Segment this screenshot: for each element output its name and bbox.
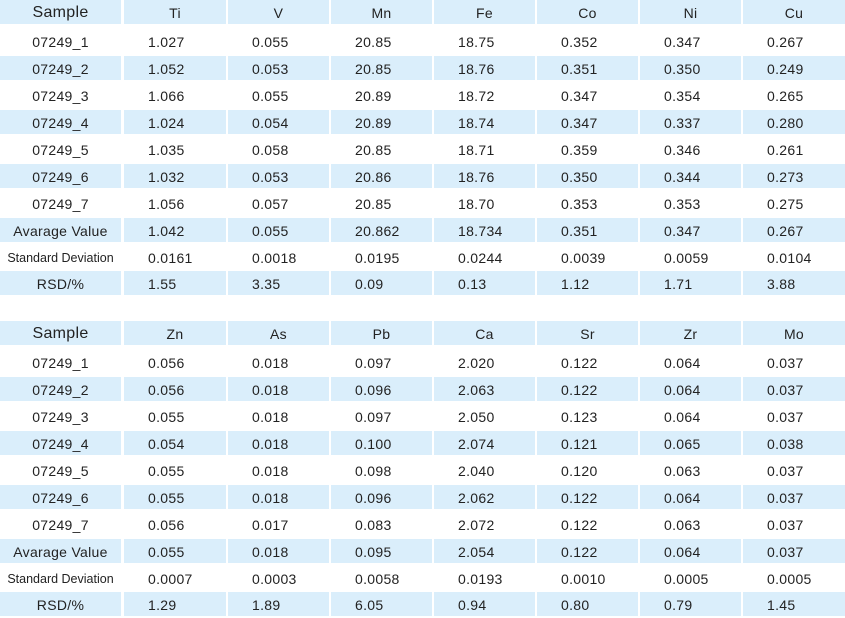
row-label: Standard Deviation <box>7 572 114 586</box>
value-cell: 0.100 <box>331 431 432 455</box>
table-row <box>0 539 845 563</box>
value-cell: 3.35 <box>228 271 329 295</box>
value-cell: 20.85 <box>331 56 432 80</box>
value-cell: 0.037 <box>743 539 845 563</box>
row-label: 07249_1 <box>32 34 89 50</box>
value-cell: 0.083 <box>355 517 392 533</box>
value-cell: 0.065 <box>640 431 741 455</box>
table-row <box>0 245 845 269</box>
row-label: 07249_7 <box>32 517 89 533</box>
column-header-ti: Ti <box>124 0 226 24</box>
column-header-sample: Sample <box>0 321 121 345</box>
value-cell: 0.0005 <box>664 571 709 587</box>
table-row <box>0 191 845 215</box>
value-cell: 0.122 <box>537 539 638 563</box>
row-label: RSD/% <box>0 271 121 295</box>
value-cell: 0.353 <box>561 196 598 212</box>
value-cell: 0.057 <box>252 196 289 212</box>
value-cell: 0.037 <box>743 485 845 509</box>
value-cell: 0.122 <box>561 517 598 533</box>
table-row <box>0 350 845 374</box>
value-cell: 0.346 <box>664 142 701 158</box>
value-cell: 20.86 <box>331 164 432 188</box>
value-cell: 0.064 <box>640 539 741 563</box>
value-cell: 1.066 <box>148 88 185 104</box>
value-cell: 0.350 <box>537 164 638 188</box>
value-cell: 0.0193 <box>458 571 503 587</box>
value-cell: 0.055 <box>124 485 226 509</box>
value-cell: 1.042 <box>124 218 226 242</box>
value-cell: 1.55 <box>124 271 226 295</box>
value-cell: 0.058 <box>252 142 289 158</box>
value-cell: 0.267 <box>767 34 804 50</box>
table-row <box>0 218 845 242</box>
table-row <box>0 164 845 188</box>
row-label: 07249_4 <box>0 110 121 134</box>
value-cell: 0.018 <box>252 355 289 371</box>
value-cell: 20.85 <box>355 142 392 158</box>
column-header-zn: Zn <box>124 321 226 345</box>
column-header-sample: Sample <box>0 0 121 24</box>
value-cell: 0.337 <box>640 110 741 134</box>
value-cell: 0.054 <box>124 431 226 455</box>
value-cell: 2.072 <box>458 517 495 533</box>
header-row <box>0 321 845 345</box>
value-cell: 1.12 <box>537 271 638 295</box>
value-cell: 0.056 <box>148 355 185 371</box>
column-header-sr: Sr <box>537 321 638 345</box>
row-label: 07249_6 <box>0 164 121 188</box>
column-header-co: Co <box>537 0 638 24</box>
value-cell: 2.063 <box>434 377 535 401</box>
value-cell: 0.94 <box>434 592 535 616</box>
value-cell: 0.038 <box>743 431 845 455</box>
value-cell: 1.052 <box>124 56 226 80</box>
value-cell: 0.095 <box>331 539 432 563</box>
value-cell: 0.018 <box>228 431 329 455</box>
value-cell: 1.89 <box>228 592 329 616</box>
value-cell: 0.0018 <box>252 250 297 266</box>
row-label: Standard Deviation <box>7 251 114 265</box>
value-cell: 0.249 <box>743 56 845 80</box>
row-label: 07249_5 <box>32 463 89 479</box>
table-row <box>0 431 845 455</box>
value-cell: 0.347 <box>640 218 741 242</box>
value-cell: 0.018 <box>228 539 329 563</box>
value-cell: 0.280 <box>743 110 845 134</box>
value-cell: 1.035 <box>148 142 185 158</box>
column-header-pb: Pb <box>331 321 432 345</box>
column-header-cu: Cu <box>743 0 845 24</box>
value-cell: 0.359 <box>561 142 598 158</box>
row-label: 07249_6 <box>0 485 121 509</box>
row-label: 07249_2 <box>0 56 121 80</box>
value-cell: 0.09 <box>331 271 432 295</box>
value-cell: 0.0005 <box>767 571 812 587</box>
row-label: 07249_3 <box>32 88 89 104</box>
value-cell: 0.344 <box>640 164 741 188</box>
value-cell: 0.064 <box>664 409 701 425</box>
value-cell: 0.018 <box>228 485 329 509</box>
value-cell: 0.0007 <box>148 571 193 587</box>
row-label: 07249_3 <box>32 409 89 425</box>
value-cell: 0.063 <box>664 517 701 533</box>
value-cell: 18.75 <box>458 34 495 50</box>
column-header-fe: Fe <box>434 0 535 24</box>
value-cell: 0.097 <box>355 355 392 371</box>
value-cell: 0.053 <box>228 56 329 80</box>
header-row <box>0 0 845 24</box>
value-cell: 0.056 <box>148 517 185 533</box>
column-header-ca: Ca <box>434 321 535 345</box>
table-row <box>0 29 845 53</box>
value-cell: 0.037 <box>767 463 804 479</box>
value-cell: 0.064 <box>640 377 741 401</box>
value-cell: 0.267 <box>743 218 845 242</box>
value-cell: 1.027 <box>148 34 185 50</box>
value-cell: 2.054 <box>434 539 535 563</box>
value-cell: 0.0195 <box>355 250 400 266</box>
table-row <box>0 137 845 161</box>
value-cell: 18.71 <box>458 142 495 158</box>
value-cell: 0.350 <box>640 56 741 80</box>
value-cell: 0.037 <box>767 409 804 425</box>
value-cell: 0.13 <box>434 271 535 295</box>
row-label: 07249_1 <box>32 355 89 371</box>
column-header-v: V <box>228 0 329 24</box>
value-cell: 0.79 <box>640 592 741 616</box>
value-cell: 0.054 <box>228 110 329 134</box>
value-cell: 0.0161 <box>148 250 193 266</box>
row-label: Avarage Value <box>0 539 121 563</box>
row-label: 07249_4 <box>0 431 121 455</box>
value-cell: 0.055 <box>252 34 289 50</box>
value-cell: 1.71 <box>640 271 741 295</box>
value-cell: 0.265 <box>767 88 804 104</box>
value-cell: 0.064 <box>640 485 741 509</box>
row-label: 07249_2 <box>0 377 121 401</box>
value-cell: 0.097 <box>355 409 392 425</box>
value-cell: 0.351 <box>537 56 638 80</box>
value-cell: 1.024 <box>124 110 226 134</box>
value-cell: 0.0039 <box>561 250 606 266</box>
value-cell: 0.275 <box>767 196 804 212</box>
value-cell: 0.261 <box>767 142 804 158</box>
value-cell: 0.056 <box>124 377 226 401</box>
value-cell: 0.273 <box>743 164 845 188</box>
value-cell: 0.098 <box>355 463 392 479</box>
value-cell: 0.120 <box>561 463 598 479</box>
value-cell: 0.351 <box>537 218 638 242</box>
row-label: 07249_5 <box>32 142 89 158</box>
value-cell: 0.017 <box>252 517 289 533</box>
value-cell: 0.055 <box>228 218 329 242</box>
column-header-mo: Mo <box>743 321 845 345</box>
row-label: 07249_7 <box>32 196 89 212</box>
value-cell: 18.74 <box>434 110 535 134</box>
column-header-as: As <box>228 321 329 345</box>
value-cell: 0.347 <box>664 34 701 50</box>
value-cell: 0.055 <box>252 88 289 104</box>
table-row <box>0 110 845 134</box>
row-label: RSD/% <box>0 592 121 616</box>
value-cell: 0.347 <box>561 88 598 104</box>
value-cell: 0.037 <box>743 377 845 401</box>
value-cell: 0.80 <box>537 592 638 616</box>
value-cell: 0.063 <box>664 463 701 479</box>
value-cell: 18.70 <box>458 196 495 212</box>
value-cell: 0.055 <box>148 463 185 479</box>
value-cell: 0.053 <box>228 164 329 188</box>
value-cell: 0.0059 <box>664 250 709 266</box>
value-cell: 20.862 <box>331 218 432 242</box>
value-cell: 0.096 <box>331 377 432 401</box>
value-cell: 0.0244 <box>458 250 503 266</box>
table-row <box>0 56 845 80</box>
value-cell: 0.353 <box>664 196 701 212</box>
value-cell: 0.018 <box>252 463 289 479</box>
value-cell: 0.064 <box>664 355 701 371</box>
table-row <box>0 271 845 295</box>
value-cell: 0.121 <box>537 431 638 455</box>
column-header-mn: Mn <box>331 0 432 24</box>
value-cell: 20.89 <box>355 88 392 104</box>
value-cell: 0.0010 <box>561 571 606 587</box>
value-cell: 0.354 <box>664 88 701 104</box>
value-cell: 1.45 <box>743 592 845 616</box>
value-cell: 0.0104 <box>767 250 812 266</box>
value-cell: 0.055 <box>124 539 226 563</box>
value-cell: 2.062 <box>434 485 535 509</box>
value-cell: 20.85 <box>355 196 392 212</box>
value-cell: 2.050 <box>458 409 495 425</box>
value-cell: 0.018 <box>252 409 289 425</box>
value-cell: 20.85 <box>355 34 392 50</box>
value-cell: 0.0058 <box>355 571 400 587</box>
value-cell: 0.123 <box>561 409 598 425</box>
value-cell: 3.88 <box>743 271 845 295</box>
value-cell: 20.89 <box>331 110 432 134</box>
value-cell: 0.0003 <box>252 571 297 587</box>
value-cell: 18.72 <box>458 88 495 104</box>
value-cell: 2.020 <box>458 355 495 371</box>
value-cell: 0.352 <box>561 34 598 50</box>
value-cell: 2.074 <box>434 431 535 455</box>
value-cell: 0.122 <box>537 485 638 509</box>
column-header-ni: Ni <box>640 0 741 24</box>
value-cell: 18.76 <box>434 164 535 188</box>
column-header-zr: Zr <box>640 321 741 345</box>
value-cell: 0.122 <box>537 377 638 401</box>
value-cell: 0.055 <box>148 409 185 425</box>
table-row <box>0 458 845 482</box>
value-cell: 6.05 <box>331 592 432 616</box>
value-cell: 0.096 <box>331 485 432 509</box>
value-cell: 0.347 <box>537 110 638 134</box>
value-cell: 2.040 <box>458 463 495 479</box>
value-cell: 0.018 <box>228 377 329 401</box>
value-cell: 0.037 <box>767 355 804 371</box>
value-cell: 18.76 <box>434 56 535 80</box>
value-cell: 0.122 <box>561 355 598 371</box>
value-cell: 1.056 <box>148 196 185 212</box>
value-cell: 1.29 <box>124 592 226 616</box>
table-row <box>0 592 845 616</box>
row-label: Avarage Value <box>0 218 121 242</box>
table-row <box>0 512 845 536</box>
value-cell: 18.734 <box>434 218 535 242</box>
table-row <box>0 377 845 401</box>
value-cell: 1.032 <box>124 164 226 188</box>
table-row <box>0 566 845 590</box>
table-row <box>0 485 845 509</box>
table-row <box>0 404 845 428</box>
table-row <box>0 83 845 107</box>
value-cell: 0.037 <box>767 517 804 533</box>
